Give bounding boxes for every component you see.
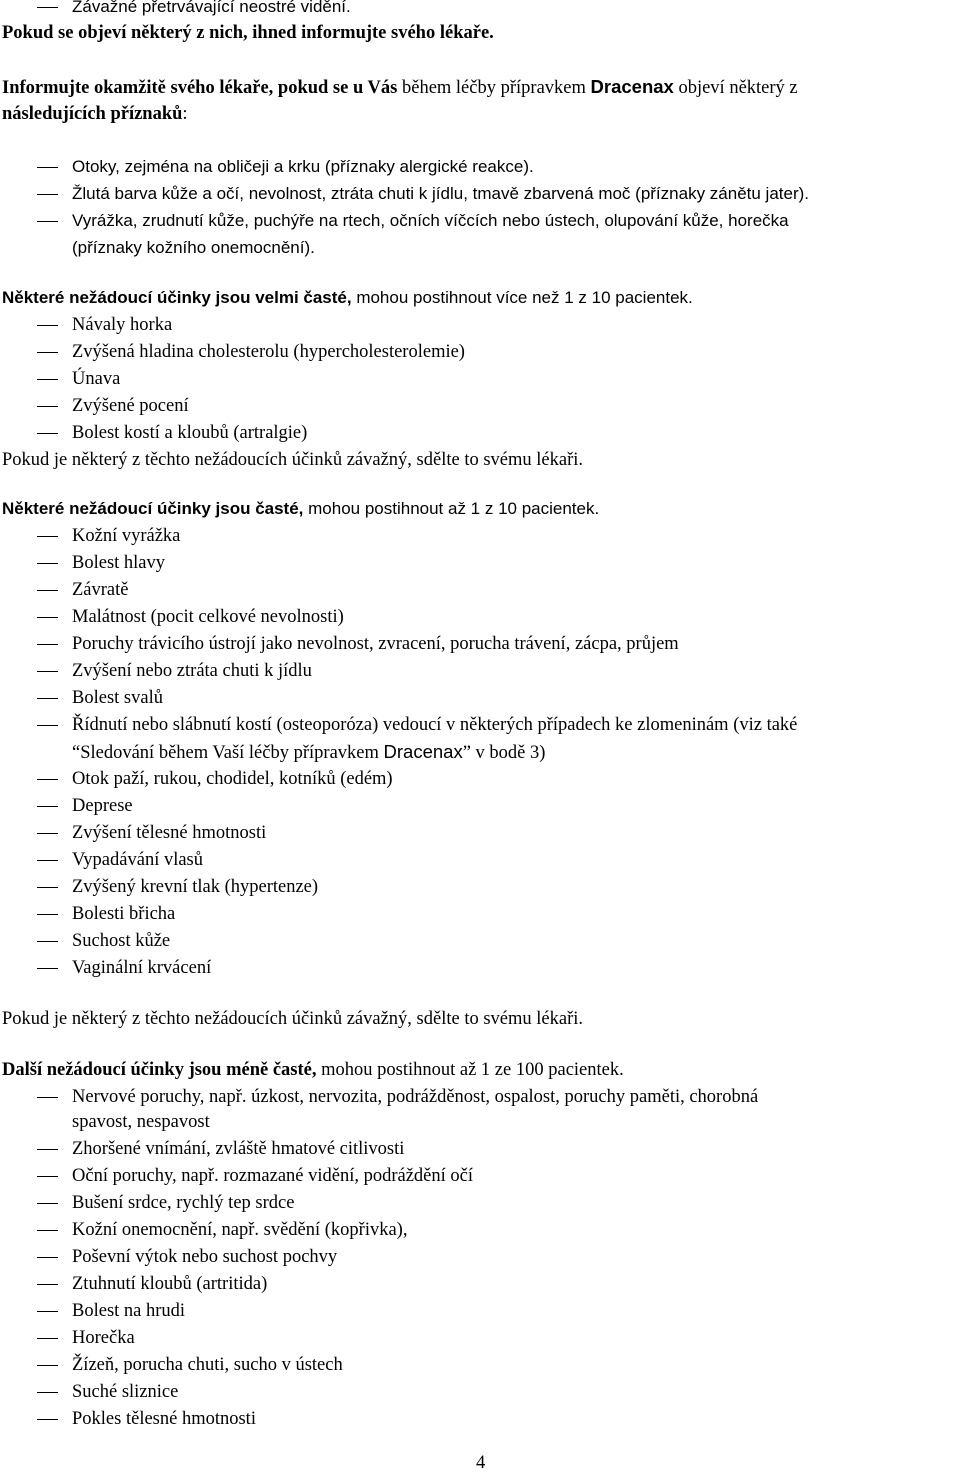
- dash-bullet-icon: [37, 617, 58, 618]
- dash-bullet-icon: [37, 379, 58, 380]
- dash-bullet-icon: [37, 167, 58, 168]
- dash-bullet-icon: [37, 1419, 58, 1420]
- dash-bullet-icon: [37, 1392, 58, 1393]
- dash-bullet-icon: [37, 779, 58, 780]
- dash-bullet-icon: [37, 644, 58, 645]
- dash-bullet-icon: [37, 1311, 58, 1312]
- page-number: 4: [476, 1453, 486, 1473]
- section-heading-common: Některé nežádoucí účinky jsou časté, mohou postihnout až 1 z 10 pacientek.: [2, 499, 600, 518]
- dash-bullet-icon: [37, 887, 58, 888]
- section-heading-very-common: Některé nežádoucí účinky jsou velmi časté, mohou postihnout více než 1 z 10 pacientek.: [2, 288, 693, 307]
- dash-bullet-icon: [37, 833, 58, 834]
- dash-bullet-icon: [37, 941, 58, 942]
- dash-bullet-icon: [37, 1149, 58, 1150]
- inform-heading-line2: následujících příznaků:: [2, 104, 188, 124]
- section-heading-uncommon: Další nežádoucí účinky jsou méně časté, mohou postihnout až 1 ze 100 pacientek.: [2, 1060, 624, 1080]
- list-item-continuation: (příznaky kožního onemocnění).: [72, 238, 315, 257]
- document-page: Závažné přetrvávající neostré vidění. Pokud se objeví některý z nich, ihned informujte svého lékaře. Informujte okamžitě svého lékaře, pokud se u Vás během léčby přípravkem Dracenax objeví některý z následujících příznaků: Otoky, zejména na obličeji a krku (příznaky alergické reakce). Žlutá barva kůže a očí, nevolnost, ztráta chuti k jídlu, tmavě zbarvená moč (příznaky zánětu jater). Vyrážka, zrudnutí kůže, puchýře na rtech, očních víčcích nebo ústech, olupování kůže, horečka (příznaky kožního onemocnění). Některé nežádoucí účinky jsou velmi časté, mohou postihnout více než 1 z 10 pacientek. Návaly horka Zvýšená hladina cholesterolu (hypercholesterolemie) Únava Zvýšené pocení Bolest kostí a kloubů (artralgie) Pokud je některý z těchto nežádoucích účinků závažný, sdělte to svému lékaři. Některé nežádoucí účinky jsou časté, mohou postihnout až 1 z 10 pacientek. Kožní vyrážka Bolest hlavy Závratě Malátnost (pocit celkové nevolnosti) Poruchy trávicího ústrojí jako nevolnost, zvracení, porucha trávení, zácpa, průjem Zvýšení nebo ztráta chuti k jídlu Bolest svalů Řídnutí nebo slábnutí kostí (osteoporóza) vedoucí v některých případech ke zlomeninám (viz také “Sledování během Vaší léčby přípravkem Dracenax” v bodě 3) Otok paží, rukou, chodidel, kotníků (edém) Deprese Zvýšení tělesné hmotnosti Vypadávání vlasů Zvýšený krevní tlak (hypertenze) Bolesti břicha Suchost kůže Vaginální krvácení Pokud je některý z těchto nežádoucích účinků závažný, sdělte to svému lékaři. Další nežádoucí účinky jsou méně časté, mohou postihnout až 1 ze 100 pacientek. Nervové poruchy, např. úzkost, nervozita, podrážděnost, ospalost, poruchy paměti, chorobná spavost, nespavost Zhoršené vnímání, zvláště hmatové citlivosti Oční poruchy, např. rozmazané vidění, podráždění očí Bušení srdce, rychlý tep srdce Kožní onemocnění, např. svědění (kopřivka), Poševní výtok nebo suchost pochvy Ztuhnutí kloubů (artritida) Bolest na hrudi Horečka Žízeň, porucha chuti, sucho v ústech Suché sliznice Pokles tělesné hmotnosti 4: [2, 0, 810, 1473]
- dash-bullet-icon: [37, 725, 58, 726]
- dash-bullet-icon: [37, 563, 58, 564]
- dash-bullet-icon: [37, 1097, 58, 1098]
- dash-bullet-icon: [37, 221, 58, 222]
- dash-bullet-icon: [37, 1176, 58, 1177]
- dash-bullet-icon: [37, 433, 58, 434]
- dash-bullet-icon: [37, 968, 58, 969]
- list-item-continuation: spavost, nespavost: [72, 1112, 210, 1132]
- dash-bullet-icon: [37, 590, 58, 591]
- dash-bullet-icon: [37, 806, 58, 807]
- dash-bullet-icon: [37, 325, 58, 326]
- dash-bullet-icon: [37, 698, 58, 699]
- dash-bullet-icon: [37, 1284, 58, 1285]
- dash-bullet-icon: [37, 1365, 58, 1366]
- list-item-continuation: “Sledování během Vaší léčby přípravkem Dracenax” v bodě 3): [72, 741, 546, 763]
- dash-bullet-icon: [37, 406, 58, 407]
- dash-bullet-icon: [37, 536, 58, 537]
- dash-bullet-icon: [37, 1257, 58, 1258]
- dash-bullet-icon: [37, 194, 58, 195]
- dash-bullet-icon: [37, 860, 58, 861]
- dash-bullet-icon: [37, 914, 58, 915]
- section-footer: Pokud je některý z těchto nežádoucích účinků závažný, sdělte to svému lékaři.: [2, 450, 583, 470]
- notice-text: Pokud se objeví některý z nich, ihned informujte svého lékaře.: [2, 23, 494, 43]
- section-footer: Pokud je některý z těchto nežádoucích účinků závažný, sdělte to svému lékaři.: [2, 1009, 583, 1029]
- inform-heading: Informujte okamžitě svého lékaře, pokud se u Vás během léčby přípravkem Dracenax objeví některý z: [2, 76, 798, 98]
- dash-bullet-icon: [37, 1230, 58, 1231]
- dash-bullet-icon: [37, 7, 58, 8]
- brand-name: Dracenax: [383, 741, 463, 762]
- brand-name: Dracenax: [590, 76, 674, 97]
- dash-bullet-icon: [37, 671, 58, 672]
- dash-bullet-icon: [37, 1203, 58, 1204]
- dash-bullet-icon: [37, 352, 58, 353]
- dash-bullet-icon: [37, 1338, 58, 1339]
